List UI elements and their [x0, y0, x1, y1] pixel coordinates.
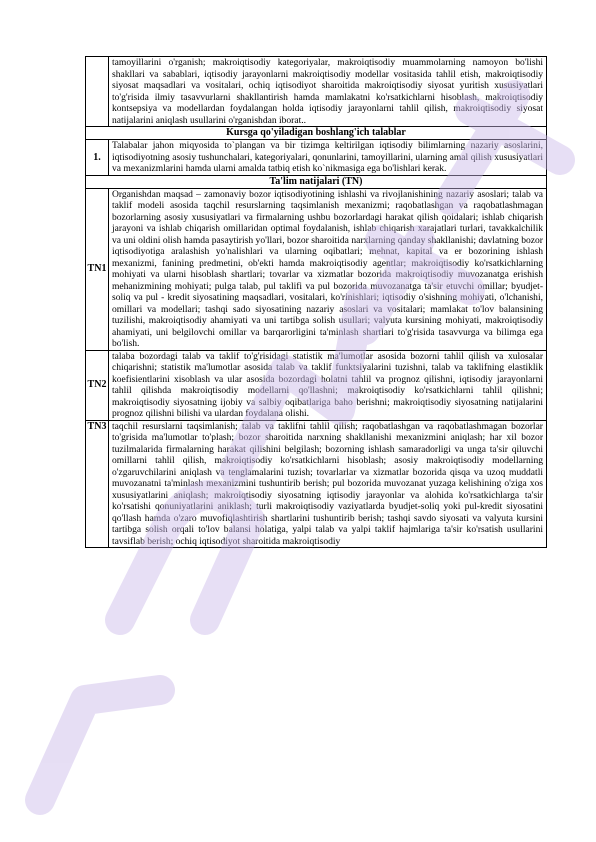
tn2-row — [86, 350, 547, 420]
tn1-row — [86, 188, 547, 350]
tn1-label: TN1 — [86, 188, 109, 350]
tn2-label: TN2 — [86, 350, 109, 420]
syllabus-table — [85, 56, 547, 548]
tn1-text: Organishdan maqsad – zamonaviy bozor iqtisodiyotining ishlashi va rivojlanishining nazariy asoslari; talab va taklif modeli asosida taqchil resurslarning taqsimlanish mexanizmi; raqobatlashgan va raqobatlashmagan bozorlarning asosiy xususiyatlari va firmalarning ushbu bozorlardagi harakat qilish qoidalari; ishlab chiqarish jarayoni va ishlab chiqarish omillaridan optimal foydalanish, ishlab chiqarish xarajatlari turlari, tavakkalchilik va uni oldini olish hamda pasaytirish yo'llari, bozor sharoitida narxlarning qanday shakllanishi; davlatning bozor iqtisodiyotiga aralashish yo'nalishlari va ularning oqibatlari; mehnat, kapital va er bozorining ishlash mexanizmi, fanining predmetini, ob'ekti hamda makroiqtisodiy agentlar; makroiqtisodiy ko'rsatkichlarning mohiyati va ularni hisoblash shartlari; tovarlar va xizmatlar bozorida makroiqtisodiy muvozanatga erishish mehanizmining mohiyati; pulga talab, pul taklifi va pul bozorida muvozanatga ta'sir etuvchi omillar; byudjet-soliq va pul - kredit siyosatining maqsadlari, vositalari, ko'rinishlari; iqtisodiy o'sishning mohiyati, o'lchanishi, omillari va modellari; tashqi sado siyosatining nazariy asoslari va vositalari; mamlakat to'lov balansining tuzilishi, makroiqtisodiy ahamiyati va uni tartibga solish usullari; valyuta kursining mohiyati, makroiqtisodiy ahamiyati, uni belgilovchi omillar va barqarorligini ta'minlash shartlari to'g'risida tasavvurga va bilimga ega bo'lish. — [109, 188, 547, 350]
tn2-text: talaba bozordagi talab va taklif to'g'risidagi statistik ma'lumotlar asosida bozorni tahlil qilish va xulosalar chiqarishni; statistik ma'lumotlar asosida talab va taklif funktsiyalarini tuzishni, talab va taklifning elastiklik koefisientlarini xisoblash va ular asosida bozordagi holatni tahlil va prognoz qilishni, iqtisodiy jarayonlarni tahlil qilishda makroiqtisodiy modellarni qo'llashni; makroiqtisodiy ko'rsatkichlarni tahlil qilishni; makroiqtisodiy siyosatning ijobiy va salbiy oqibatlariga baho berishni; makroiqtisodiy siyosatning natijalarini prognoz qilishni bilishi va ulardan foydalana olishi. — [109, 350, 547, 420]
intro-label-cell — [86, 57, 109, 127]
syllabus-table-container — [85, 56, 547, 548]
tn3-row — [86, 420, 547, 548]
intro-row — [86, 57, 547, 127]
outcomes-heading: Ta'lim natijalari (TN) — [86, 175, 547, 188]
requirements-row — [86, 140, 547, 176]
requirements-label: 1. — [86, 140, 109, 176]
tn3-label: TN3 — [86, 420, 109, 548]
outcomes-heading-row — [86, 175, 547, 188]
requirements-heading-row — [86, 127, 547, 140]
requirements-text: Talabalar jahon miqyosida to`plangan va bir tizimga keltirilgan iqtisodiy bilimlarning nazariy asoslarini, iqtisodiyotning asosiy tushunchalari, kategoriyalari, qonunlarini, tamoyillarini, ularning amal qilish xususiyatlari va mexanizmlarini hamda ularni amalda tatbiq etish ko`nikmasiga ega bo'lishlari kerak. — [109, 140, 547, 176]
intro-text: tamoyillarini o'rganish; makroiqtisodiy kategoriyalar, makroiqtisodiy muammolarning namoyon bo'lishi shakllari va sabablari, iqtisodiy jarayonlarni makroiqtisodiy modellar vositasida tahlil etish, makroiqtisodiy siyosat maqsadlari va vositalari, ochiq iqtisodiyot sharoitida makroiqtisodiy siyosat yuritish xususiyatlari to'g'risida ilmiy tasavvurlarni shakllantirish hamda mamlakatni ko'rsatkichlarni hisoblash, makroiqtisodiy kontsepsiya va modellardan foydalangan holda iqtisodiy jarayonlarni tahlil qilish, makroiqtisodiy siyosat natijalarini aniqlash usullarini o'rganishdan iborat.. — [109, 57, 547, 127]
requirements-heading: Kursga qo'yiladigan boshlang'ich talablar — [86, 127, 547, 140]
tn3-text: taqchil resurslarni taqsimlanish; talab va taklifni tahlil qilish; raqobatlashgan va raqobatlashmagan bozorlar to'grisida ma'lumotlar to'plash; bozor sharoitida narxning shakllanishi mexanizmini aniqlash; har xil bozor tuzilmalarida firmalarning harakat qilishini belgilash; bozorning ishlash samaradorligi va unga ta'sir qiluvchi omillarni tahlil qilish, makroiqtisodiy ko'rsatkichlarni hisoblash; asosiy makroiqtisodiy modellarning o'zgaruvchilarini aniqlash va tenglamalarini tuzish; tovarlarlar va xizmatlar bozorida qisqa va uzoq muddatli muvozanatni ta'minlash mexanizmini tushuntirib berish; pul bozorida muvozanat yuzaga kelishining o'ziga xos xususiyatlarini aniqlash; makroiqtisodiy siyosatning iqtisodiy jarayonlar va alohida ko'rsatkichlarga ta'sir ko'rsatishi qonuniyatlarini aniklash; turli makroiqtisodiy vaziyatlarda byudjet-soliq yoki pul-kredit siyosatini qo'llash hamda o'zaro muvofiqlashtirish shartlarini tushuntirib berish; tashqi savdo siyosati va valyuta kursini tartibga solish orqali to'lov balansi holatiga, yalpi talab va yalpi taklif hajmlariga ta'sir ko'rsatish usullarini tavsiflab berish; ochiq iqtisodiyot sharoitida makroiqtisodiy — [109, 420, 547, 548]
watermark-stroke-1 — [40, 690, 160, 800]
